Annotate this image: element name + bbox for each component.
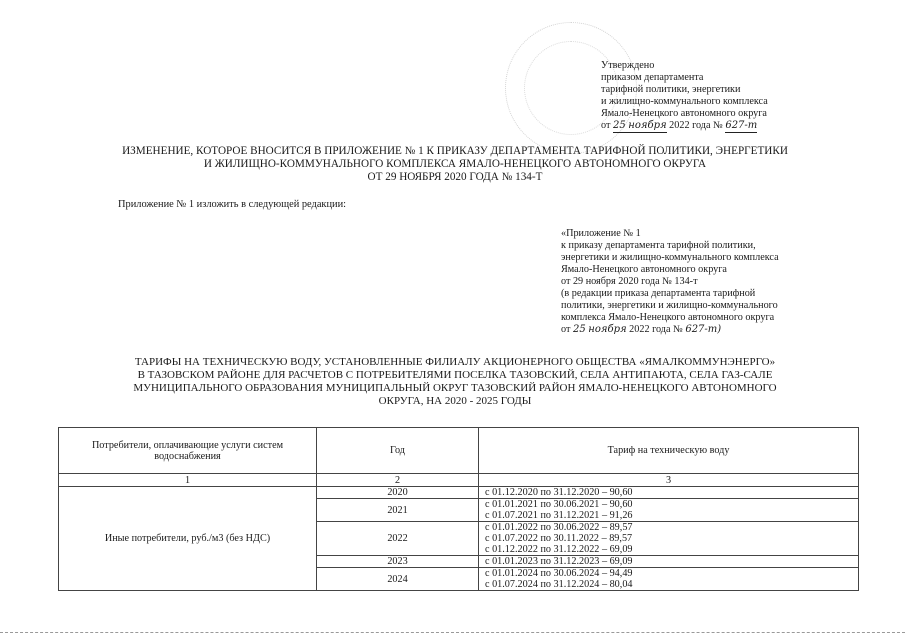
tariffs-title-line: ОКРУГА, НА 2020 - 2025 ГОДЫ xyxy=(378,395,532,407)
approval-year-text: 2022 года № xyxy=(669,120,723,131)
tariff-line: с 01.07.2024 по 31.12.2024 – 80,04 xyxy=(485,579,633,590)
annex-line: политики, энергетики и жилищно-коммунального xyxy=(561,300,778,311)
year-cell: 2022 xyxy=(317,522,479,556)
annex-header-block xyxy=(561,228,881,336)
tariffs-title-line: ТАРИФЫ НА ТЕХНИЧЕСКУЮ ВОДУ, УСТАНОВЛЕННЫЕ ФИЛИАЛУ АКЦИОНЕРНОГО ОБЩЕСТВА «ЯМАЛКОММУНЭНЕРГО» xyxy=(134,356,776,368)
annex-month: ноября xyxy=(588,324,627,335)
approval-from-label: от xyxy=(601,120,611,131)
tariff-line: с 01.01.2024 по 30.06.2024 – 94,49 xyxy=(485,568,633,579)
approval-line: и жилищно-коммунального комплекса xyxy=(601,96,768,107)
tariff-table xyxy=(58,427,859,591)
approval-date-handwritten xyxy=(613,120,667,133)
annex-from-label: от xyxy=(561,324,571,335)
annex-date-line xyxy=(561,324,881,336)
tariff-line: с 01.01.2023 по 31.12.2023 – 69,09 xyxy=(485,556,633,567)
annex-day: 25 xyxy=(572,324,586,335)
tariff-cell xyxy=(479,556,859,568)
table-row xyxy=(59,487,859,499)
approval-line: приказом департамента xyxy=(601,72,704,83)
column-number: 3 xyxy=(479,474,859,487)
year-cell: 2024 xyxy=(317,568,479,591)
consumer-cell: Иные потребители, руб./м3 (без НДС) xyxy=(59,487,317,591)
tariff-line: с 01.07.2022 по 30.11.2022 – 89,57 xyxy=(485,533,633,544)
column-number: 2 xyxy=(317,474,479,487)
annex-line: «Приложение № 1 xyxy=(561,228,641,239)
header-consumers: Потребители, оплачивающие услуги систем водоснабжения xyxy=(59,428,317,474)
amendment-title-line: И ЖИЛИЩНО-КОММУНАЛЬНОГО КОМПЛЕКСА ЯМАЛО-НЕНЕЦКОГО АВТОНОМНОГО ОКРУГА xyxy=(203,158,707,170)
tariffs-title-line: МУНИЦИПАЛЬНОГО ОБРАЗОВАНИЯ МУНИЦИПАЛЬНЫЙ ОКРУГ ТАЗОВСКИЙ РАЙОН ЯМАЛО-НЕНЕЦКОГО АВТОНОМНОГО xyxy=(133,382,777,394)
tariff-line: с 01.01.2021 по 30.06.2021 – 90,60 xyxy=(485,499,633,510)
year-cell: 2021 xyxy=(317,499,479,522)
annex-line: энергетики и жилищно-коммунального комплекса xyxy=(561,252,779,263)
page-cut-line xyxy=(0,632,905,633)
annex-line: к приказу департамента тарифной политики, xyxy=(561,240,756,251)
approval-date-line xyxy=(601,120,768,133)
column-number-row xyxy=(59,474,859,487)
column-number: 1 xyxy=(59,474,317,487)
tariff-cell xyxy=(479,568,859,591)
tariffs-title xyxy=(50,356,860,408)
year-cell: 2023 xyxy=(317,556,479,568)
tariff-cell xyxy=(479,487,859,499)
approval-line: Утверждено xyxy=(601,60,655,71)
approval-day: 25 xyxy=(612,120,626,131)
amendment-title xyxy=(60,145,850,184)
header-tariff: Тариф на техническую воду xyxy=(479,428,859,474)
table-header-row xyxy=(59,428,859,474)
year-cell: 2020 xyxy=(317,487,479,499)
amendment-title-line: ОТ 29 НОЯБРЯ 2020 ГОДА № 134-Т xyxy=(367,171,543,183)
approval-month: ноября xyxy=(628,120,667,131)
annex-date-handwritten xyxy=(573,324,629,335)
tariff-cell xyxy=(479,499,859,522)
amendment-title-line: ИЗМЕНЕНИЕ, КОТОРОЕ ВНОСИТСЯ В ПРИЛОЖЕНИЕ № 1 К ПРИКАЗУ ДЕПАРТАМЕНТА ТАРИФНОЙ ПОЛИТИКИ, ЭНЕРГЕТИКИ xyxy=(122,145,788,157)
annex-line: Ямало-Ненецкого автономного округа xyxy=(561,264,727,275)
tariff-line: с 01.01.2022 по 30.06.2022 – 89,57 xyxy=(485,522,633,533)
tariff-cell xyxy=(479,522,859,556)
intro-text: Приложение № 1 изложить в следующей редакции: xyxy=(118,199,347,210)
tariffs-title-line: В ТАЗОВСКОМ РАЙОНЕ ДЛЯ РАСЧЕТОВ С ПОТРЕБИТЕЛЯМИ ПОСЕЛКА ТАЗОВСКИЙ, СЕЛА АНТИПАЮТА, СЕЛА ГАЗ-САЛЕ xyxy=(137,369,773,381)
tariff-line: с 01.07.2021 по 31.12.2021 – 91,26 xyxy=(485,510,633,521)
annex-line: (в редакции приказа департамента тарифной xyxy=(561,288,756,299)
approval-line: Ямало-Ненецкого автономного округа xyxy=(601,108,767,119)
tariff-line: с 01.12.2020 по 31.12.2020 – 90,60 xyxy=(485,487,633,498)
tariff-line: с 01.12.2022 по 31.12.2022 – 69,09 xyxy=(485,544,633,555)
approval-line: тарифной политики, энергетики xyxy=(601,84,741,95)
approval-number-handwritten: 627-т xyxy=(725,120,758,131)
annex-number-handwritten: 627-т) xyxy=(685,324,722,335)
annex-line: комплекса Ямало-Ненецкого автономного округа xyxy=(561,312,775,323)
annex-year-text: 2022 года № xyxy=(629,324,683,335)
header-year: Год xyxy=(317,428,479,474)
approval-block xyxy=(601,60,768,133)
annex-line: от 29 ноября 2020 года № 134-т xyxy=(561,276,698,287)
